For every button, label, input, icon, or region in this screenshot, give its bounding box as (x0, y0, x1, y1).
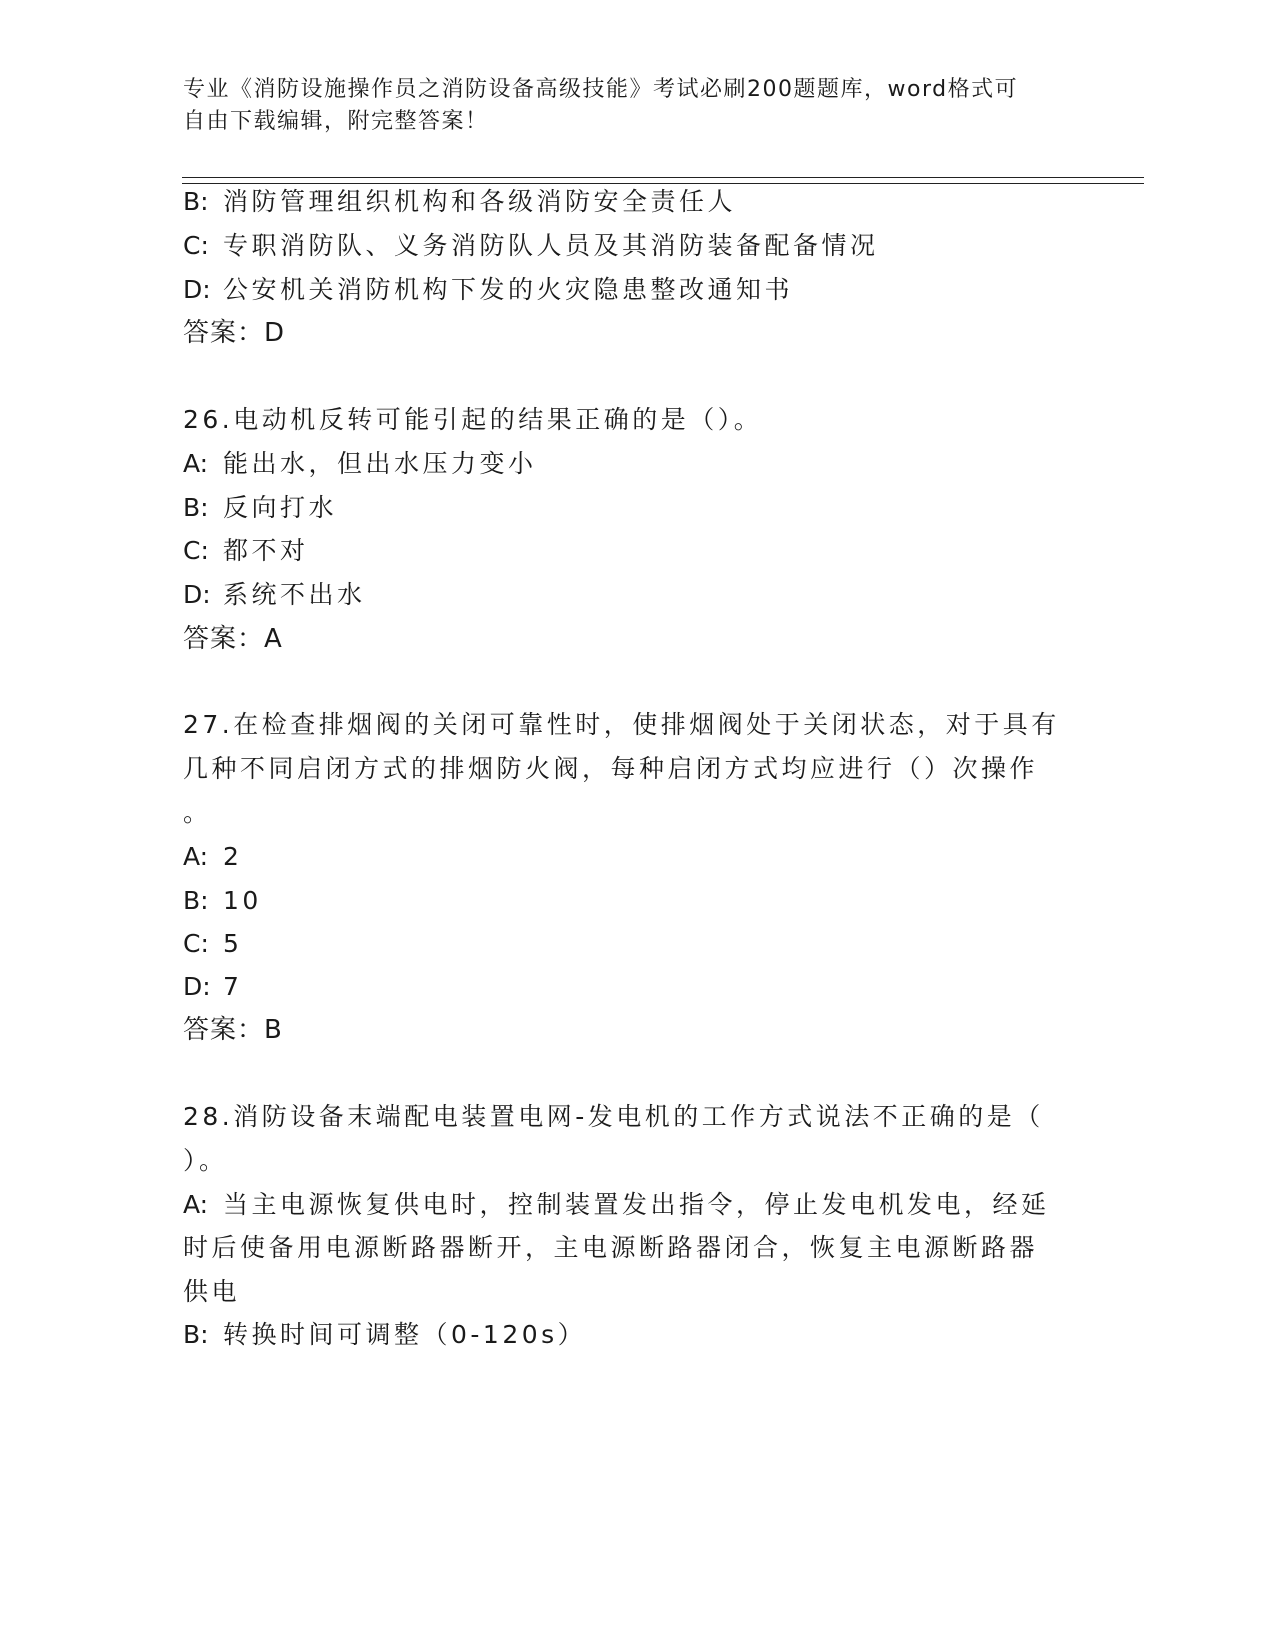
header-divider-top (182, 177, 1144, 178)
option-key: C: (183, 536, 209, 565)
option-text: 公安机关消防机构下发的火灾隐患整改通知书 (223, 275, 794, 304)
q26-option-b (183, 493, 337, 523)
q26-option-a (183, 449, 537, 479)
q26-option-c (183, 536, 309, 566)
option-key: A: (183, 1190, 209, 1219)
q27-option-a (183, 842, 242, 872)
option-key: D: (183, 972, 211, 1001)
option-text: 能出水，但出水压力变小 (223, 449, 537, 478)
q26-stem: 26.电动机反转可能引起的结果正确的是（）。 (183, 405, 763, 434)
q25-option-b (183, 187, 736, 217)
option-text: 反向打水 (223, 493, 338, 522)
option-text-line-1: 当主电源恢复供电时，控制装置发出指令，停止发电机发电，经延 (223, 1190, 1050, 1219)
q25-answer: 答案：D (183, 318, 286, 348)
q28-option-a-line-2: 时后使备用电源断路器断开，主电源断路器闭合，恢复主电源断路器 (183, 1233, 1039, 1262)
option-key: A: (183, 449, 209, 478)
q27-answer: 答案：B (183, 1015, 283, 1045)
option-text: 5 (223, 929, 243, 958)
q25-option-d (183, 275, 793, 305)
document-header (183, 74, 1063, 138)
option-text: 都不对 (223, 536, 309, 565)
header-line-1: 专业《消防设施操作员之消防设备高级技能》考试必刷200题题库，word格式可 (183, 77, 1019, 102)
option-key: C: (183, 929, 209, 958)
option-key: B: (183, 187, 209, 216)
option-text: 转换时间可调整（0-120s） (223, 1320, 587, 1349)
header-divider-bottom (182, 183, 1144, 184)
option-text: 消防管理组织机构和各级消防安全责任人 (223, 187, 737, 216)
option-key: D: (183, 580, 211, 609)
q25-option-c (183, 231, 879, 261)
q27-stem-line-2: 几种不同启闭方式的排烟防火阀，每种启闭方式均应进行（）次操作 (183, 754, 1039, 783)
q27-option-c (183, 929, 242, 959)
q27-stem-line-1: 27.在检查排烟阀的关闭可靠性时，使排烟阀处于关闭状态，对于具有 (183, 710, 1060, 739)
header-line-2: 自由下载编辑，附完整答案！ (183, 109, 489, 134)
q28-option-a-line-3: 供电 (183, 1277, 241, 1306)
q26-answer: 答案：A (183, 624, 283, 654)
option-key: B: (183, 493, 209, 522)
q27-stem-line-3: 。 (183, 798, 212, 827)
option-key: B: (183, 1320, 209, 1349)
q27-option-b (183, 886, 262, 916)
option-text: 系统不出水 (223, 580, 366, 609)
option-key: A: (183, 842, 209, 871)
q26-option-d (183, 580, 366, 610)
q28-stem-line-2: ）。 (183, 1146, 228, 1175)
option-key: B: (183, 886, 209, 915)
option-text: 专职消防队、义务消防队人员及其消防装备配备情况 (223, 231, 879, 260)
option-key: D: (183, 275, 211, 304)
q27-option-d (183, 972, 242, 1002)
option-key: C: (183, 231, 209, 260)
option-text: 2 (223, 842, 243, 871)
option-text: 10 (223, 886, 262, 915)
q28-stem-line-1: 28.消防设备末端配电装置电网-发电机的工作方式说法不正确的是（ (183, 1102, 1044, 1131)
q28-option-b (183, 1320, 586, 1350)
option-text: 7 (223, 972, 243, 1001)
q28-option-a (183, 1190, 1050, 1220)
